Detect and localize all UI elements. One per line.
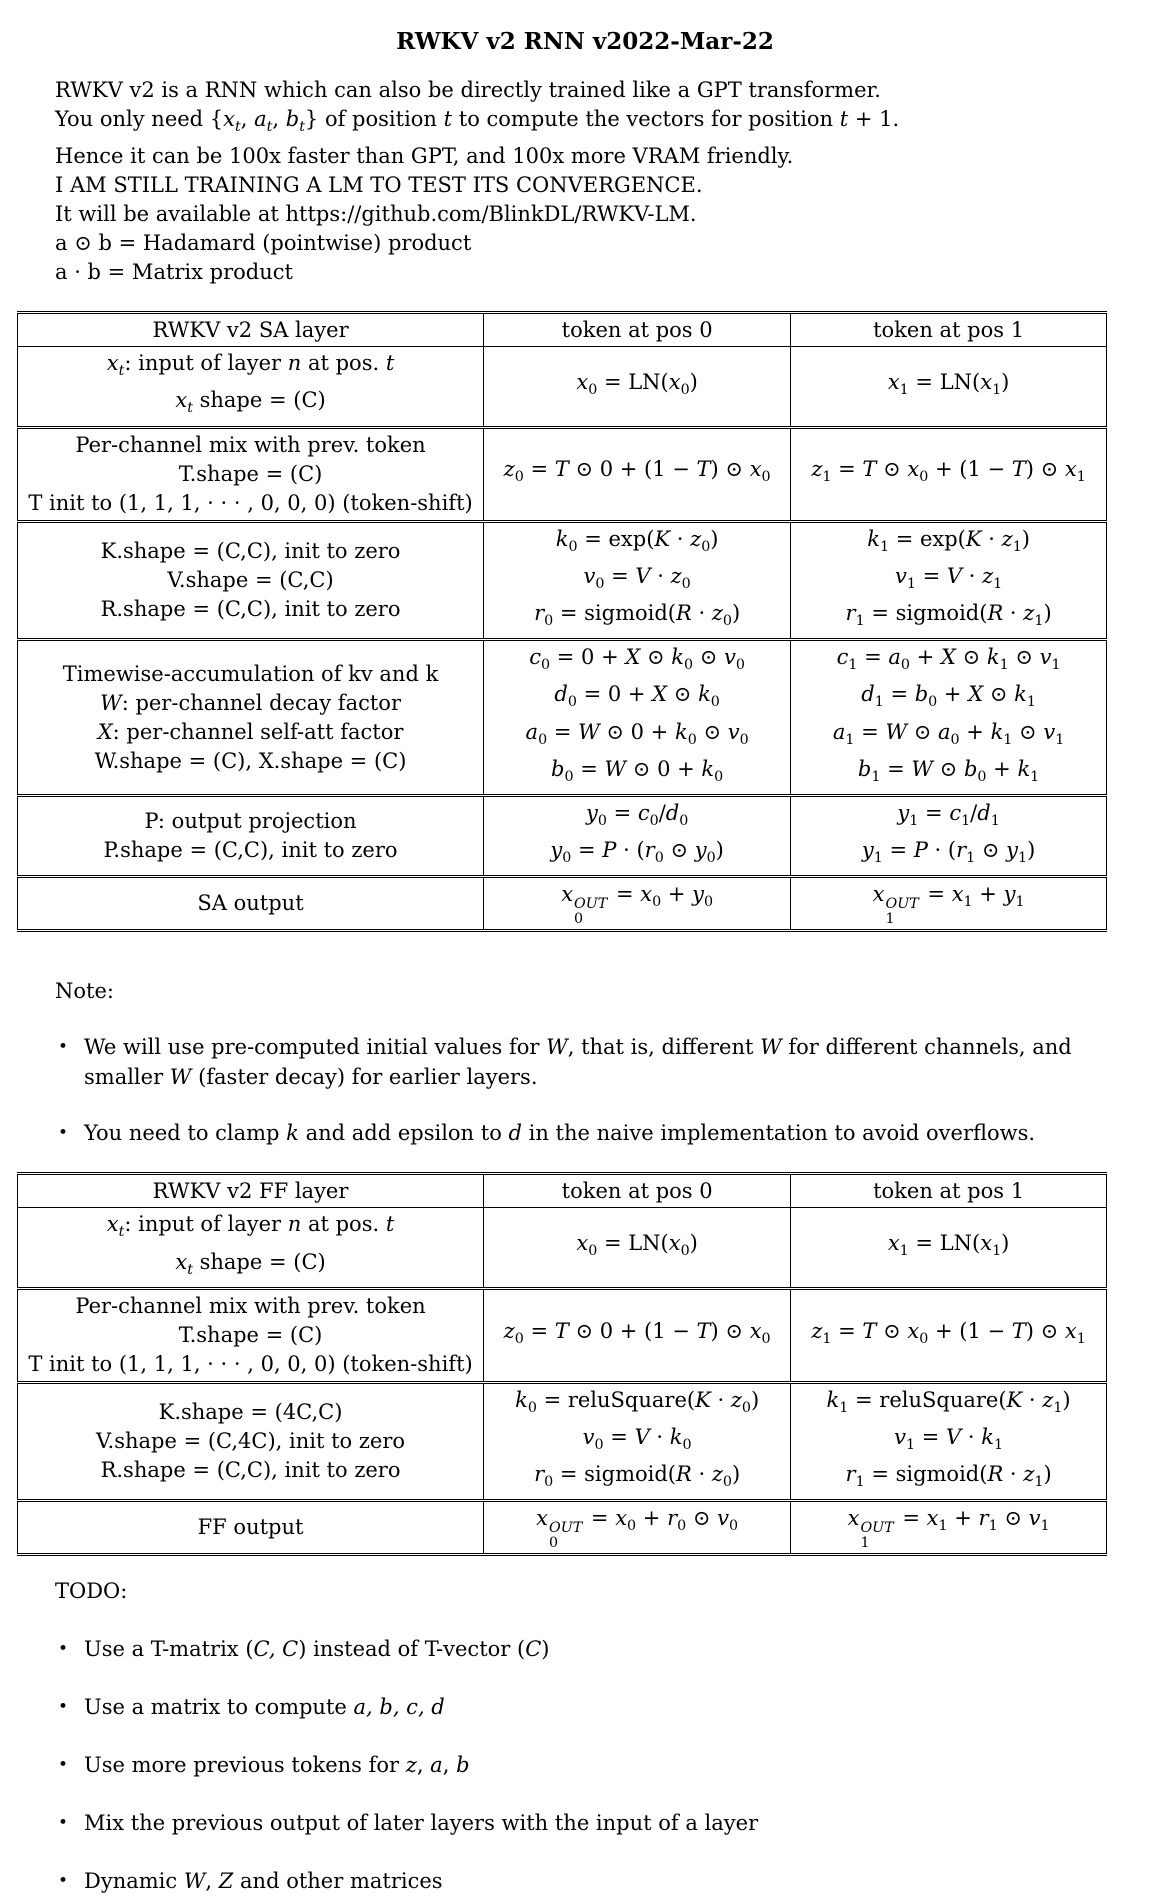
pos0-formula-cell [484, 1501, 791, 1555]
formula-line: $v_0 = V \cdot k_0$ [582, 1424, 692, 1454]
formula-line: $z_0 = T$ ⊙ 0 + (1 − T) ⊙ $x_0$ [503, 457, 771, 486]
formula-line: $b_0 = W$ ⊙ $0 + k_0$ [551, 756, 724, 785]
formula-line: $a_1 = W$ ⊙ $a_0 + k_1$ ⊙ $v_1$ [832, 719, 1065, 748]
pos0-formula-cell [484, 427, 791, 521]
description-line: $x_t$ shape = (C) [175, 388, 326, 417]
formula-line: $r_0$ = sigmoid(R · $z_0$) [534, 1462, 741, 1491]
intro-line: I AM STILL TRAINING A LM TO TEST ITS CONVERGENCE. [55, 173, 703, 198]
description-line: P.shape = (C,C), init to zero [103, 838, 398, 863]
formula-line: $k_1 = \exp(K \cdot z_1)$ [867, 526, 1030, 555]
formula-line: x OUT 1 = $x_1 + r_1$ ⊙ $v_1$ [847, 1506, 1050, 1552]
pos1-formula-cell [791, 521, 1107, 640]
table-row [18, 1382, 1107, 1501]
table-row [18, 877, 1107, 931]
formula-line: x OUT 1 = $x_1 + y_1$ [872, 882, 1025, 928]
column-header: RWKV v2 SA layer [18, 313, 484, 347]
column-header: token at pos 0 [484, 1174, 791, 1208]
description-line: SA output [197, 891, 304, 916]
formula-line: x OUT 0 = $x_0 + y_0$ [561, 882, 714, 928]
todo-item: • Use a T-matrix (C, C) instead of T-vector (C) [55, 1634, 1155, 1664]
formula-line: $y_1 = c_1/d_1$ [897, 800, 1000, 830]
pos0-formula-cell [484, 1208, 791, 1288]
formula-line: $v_1 = V \cdot k_1$ [894, 1424, 1004, 1454]
formula-line: $c_1 = a_0 + X$ ⊙ $k_1$ ⊙ $v_1$ [836, 645, 1061, 674]
formula-line: $r_1$ = sigmoid(R · $z_1$) [845, 600, 1052, 630]
description-line: T init to (1, 1, 1, · · · , 0, 0, 0) (token-shift) [28, 490, 473, 515]
formula-line: $y_0 = P \cdot (r_0$ ⊙ $y_0$) [550, 838, 724, 867]
todo-item: • Use more previous tokens for z, a, b [55, 1750, 1155, 1780]
intro-line: Hence it can be 100x faster than GPT, and 100x more VRAM friendly. [55, 144, 794, 169]
description-line: FF output [197, 1515, 304, 1540]
description-line: Per-channel mix with prev. token [75, 432, 426, 457]
intro-line: You only need {$x_t$, $a_t$, $b_t$} of position t to compute the vectors for position t + 1. [55, 107, 900, 136]
formula-line: $v_0 = V \cdot z_0$ [583, 563, 691, 592]
formula-line: $r_0$ = sigmoid(R · $z_0$) [534, 600, 741, 630]
pos1-formula-cell [791, 1208, 1107, 1288]
pos1-formula-cell [791, 877, 1107, 931]
pos0-formula-cell [484, 347, 791, 427]
sa-layer-table [17, 311, 1107, 932]
description-line: X: per-channel self-att factor [97, 719, 404, 744]
formula-line: $z_0 = T$ ⊙ 0 + (1 − T) ⊙ $x_0$ [503, 1318, 771, 1347]
formula-line: $x_1 = LN(x_1)$ [887, 369, 1010, 398]
formula-line: $y_0 = c_0/d_0$ [585, 800, 689, 830]
pos1-formula-cell [791, 347, 1107, 427]
row-desc-cell [18, 640, 484, 796]
description-line: W: per-channel decay factor [100, 690, 401, 715]
description-line: W.shape = (C), X.shape = (C) [94, 748, 407, 773]
description-line: $x_t$: input of layer n at pos. t [106, 351, 395, 380]
table-row [18, 795, 1107, 876]
column-header: RWKV v2 FF layer [18, 1174, 484, 1208]
table-row [18, 1288, 1107, 1382]
pos1-formula-cell [791, 1382, 1107, 1501]
formula-line: $x_1 = LN(x_1)$ [887, 1230, 1010, 1260]
table-row [18, 521, 1107, 640]
todo-item: • Dynamic W, Z and other matrices [55, 1866, 1155, 1896]
description-line: T init to (1, 1, 1, · · · , 0, 0, 0) (token-shift) [28, 1351, 473, 1376]
todo-item: • Use a matrix to compute a, b, c, d [55, 1692, 1155, 1722]
row-desc-cell [18, 1208, 484, 1288]
pos0-formula-cell [484, 1382, 791, 1501]
table-header-row [18, 313, 1107, 347]
pos0-formula-cell [484, 1288, 791, 1382]
row-desc-cell [18, 1501, 484, 1555]
row-desc-cell [18, 1382, 484, 1501]
formula-line: $k_0 = \exp(K \cdot z_0)$ [555, 526, 719, 555]
pos0-formula-cell [484, 877, 791, 931]
formula-line: $r_1$ = sigmoid(R · $z_1$) [845, 1462, 1052, 1491]
document-page [0, 28, 1170, 1894]
todo-item: • Mix the previous output of later layers with the input of a layer [55, 1808, 1155, 1838]
formula-line: $z_1 = T$ ⊙ $x_0 + (1 - T)$ ⊙ $x_1$ [811, 457, 1086, 486]
note-item: • You need to clamp k and add epsilon to d in the naive implementation to avoid overflows. [55, 1118, 1155, 1148]
formula-line: $d_0 = 0 + X$ ⊙ $k_0$ [554, 682, 720, 711]
intro-paragraph [55, 76, 1170, 287]
column-header: token at pos 1 [791, 313, 1107, 347]
table-header-row [18, 1174, 1107, 1208]
intro-line: It will be available at https://github.com/BlinkDL/RWKV-LM. [55, 202, 697, 227]
intro-line: a · b = Matrix product [55, 260, 293, 285]
table-row [18, 1208, 1107, 1288]
formula-line: $x_0 = LN(x_0)$ [576, 369, 698, 398]
formula-line: $x_0 = LN(x_0)$ [576, 1230, 698, 1260]
pos1-formula-cell [791, 1288, 1107, 1382]
pos1-formula-cell [791, 640, 1107, 796]
row-desc-cell [18, 521, 484, 640]
description-line: T.shape = (C) [178, 1322, 323, 1347]
description-line: $x_t$ shape = (C) [175, 1249, 326, 1278]
formula-line: $b_1 = W$ ⊙ $b_0 + k_1$ [857, 756, 1040, 785]
row-desc-cell [18, 877, 484, 931]
formula-line: $z_1 = T$ ⊙ $x_0 + (1 - T)$ ⊙ $x_1$ [811, 1318, 1086, 1347]
pos1-formula-cell [791, 1501, 1107, 1555]
todo-label: TODO: [55, 1579, 128, 1604]
row-desc-cell [18, 1288, 484, 1382]
intro-line: a ⊙ b = Hadamard (pointwise) product [55, 231, 472, 256]
description-line: R.shape = (C,C), init to zero [100, 1458, 401, 1482]
description-line: T.shape = (C) [178, 461, 323, 486]
note-item: • We will use pre-computed initial values for W, that is, different W for different channels, and smaller W (faster decay) for earlier layers. [55, 1032, 1155, 1092]
description-line: R.shape = (C,C), init to zero [100, 596, 401, 621]
pos1-formula-cell [791, 795, 1107, 876]
intro-line: RWKV v2 is a RNN which can also be directly trained like a GPT transformer. [55, 78, 881, 102]
description-line: V.shape = (C,4C), init to zero [96, 1429, 406, 1453]
pos1-formula-cell [791, 427, 1107, 521]
pos0-formula-cell [484, 640, 791, 796]
description-line: V.shape = (C,C) [167, 567, 334, 592]
description-line: P: output projection [144, 809, 357, 834]
table-row [18, 1501, 1107, 1555]
column-header: token at pos 1 [791, 1174, 1107, 1208]
row-desc-cell [18, 795, 484, 876]
table-row [18, 640, 1107, 796]
formula-line: $d_1 = b_0 + X$ ⊙ $k_1$ [861, 682, 1036, 711]
ff-layer-table [17, 1172, 1107, 1556]
table-row [18, 427, 1107, 521]
description-line: K.shape = (4C,C) [158, 1400, 343, 1424]
column-header: token at pos 0 [484, 313, 791, 347]
description-line: K.shape = (C,C), init to zero [100, 538, 401, 563]
row-desc-cell [18, 347, 484, 427]
formula-line: $c_0 = 0 + X$ ⊙ $k_0$ ⊙ $v_0$ [529, 645, 745, 674]
formula-line: $a_0 = W$ ⊙ $0 + k_0$ ⊙ $v_0$ [525, 719, 749, 748]
pos0-formula-cell [484, 795, 791, 876]
note-list [55, 1032, 1155, 1148]
description-line: $x_t$: input of layer n at pos. t [106, 1212, 395, 1241]
row-desc-cell [18, 427, 484, 521]
formula-line: $y_1 = P \cdot (r_1$ ⊙ $y_1$) [861, 838, 1036, 867]
formula-line: $v_1 = V \cdot z_1$ [894, 563, 1003, 592]
description-line: Per-channel mix with prev. token [75, 1293, 426, 1318]
formula-line: $k_0$ = reluSquare(K · $z_0$) [515, 1387, 760, 1416]
table-row [18, 347, 1107, 427]
pos0-formula-cell [484, 521, 791, 640]
note-label: Note: [55, 979, 114, 1004]
formula-line: x OUT 0 = $x_0 + r_0$ ⊙ $v_0$ [536, 1506, 739, 1552]
description-line: Timewise-accumulation of kv and k [62, 661, 439, 686]
formula-line: $k_1$ = reluSquare(K · $z_1$) [826, 1387, 1071, 1416]
page-title: RWKV v2 RNN v2022-Mar-22 [396, 28, 774, 55]
